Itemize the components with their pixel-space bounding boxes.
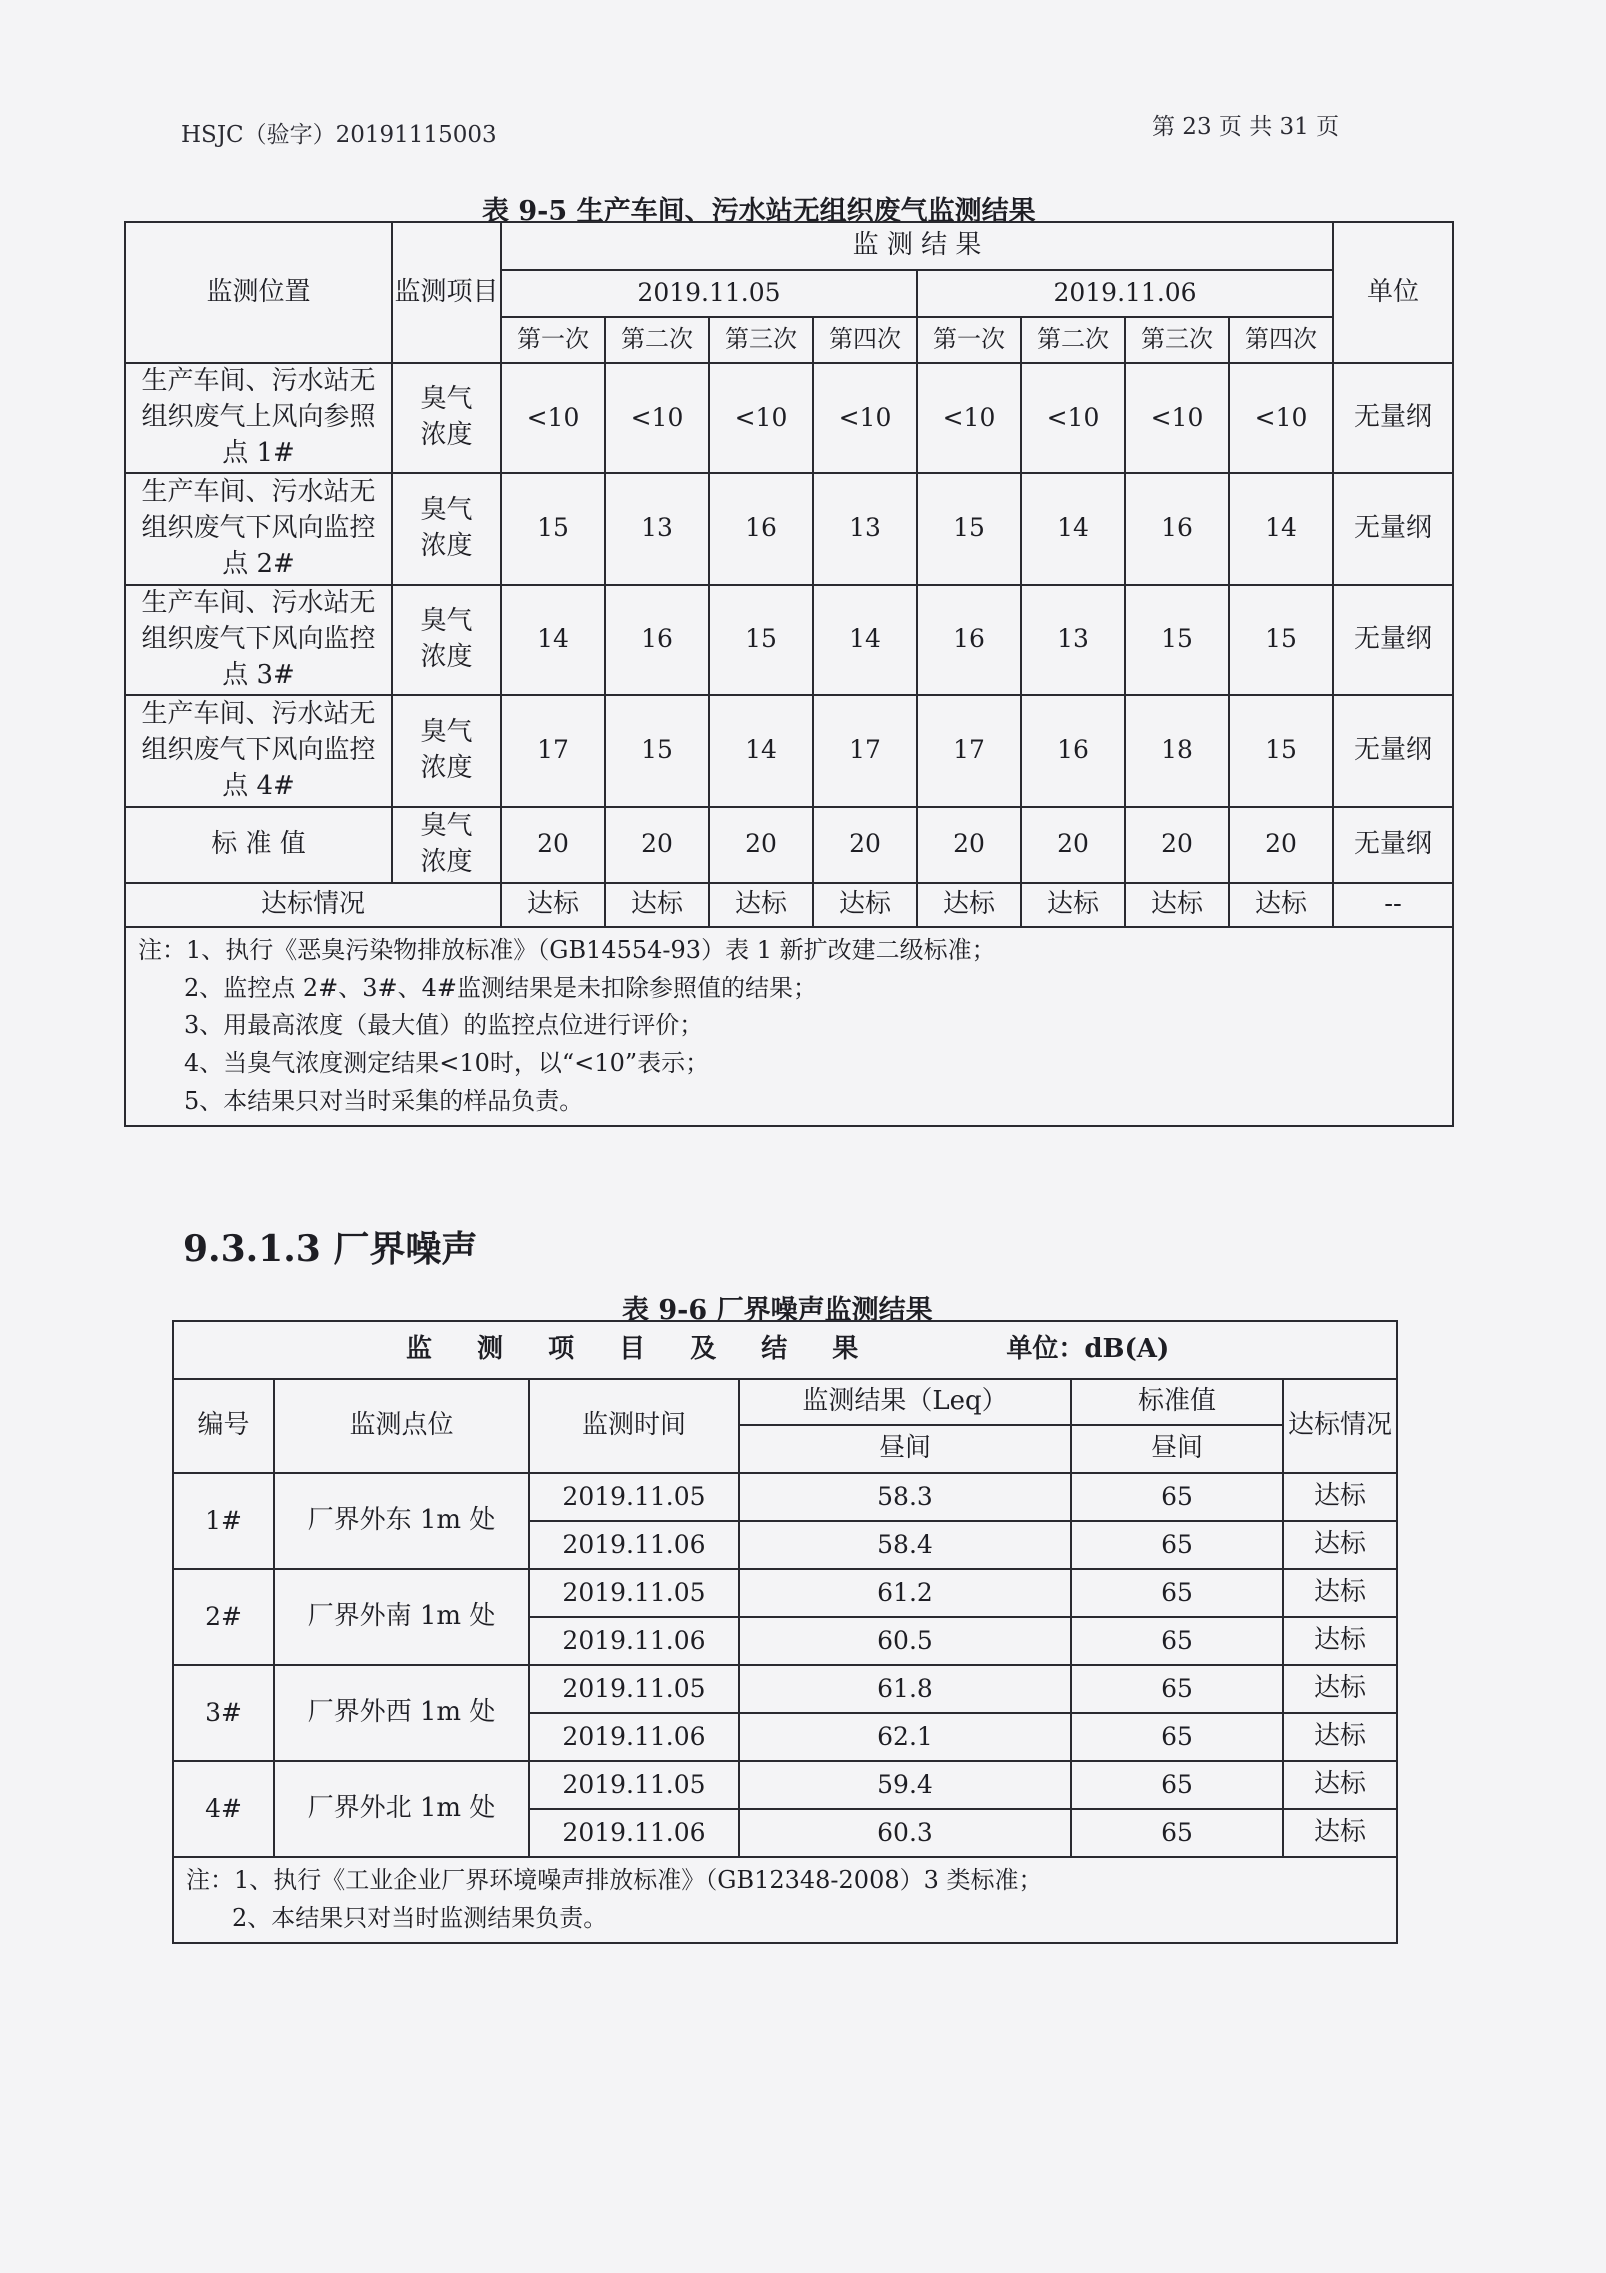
header-daytime: 昼间 — [1071, 1425, 1283, 1473]
status-cell: 达标 — [1283, 1521, 1397, 1569]
date-cell: 2019.11.05 — [529, 1473, 739, 1521]
item-cell: 臭气浓度 — [392, 695, 501, 807]
header-time: 第三次 — [709, 317, 813, 363]
odor-results-table — [124, 221, 1454, 1127]
header-point: 监测点位 — [274, 1379, 529, 1473]
table1-notes — [125, 927, 1453, 1127]
value-cell: 15 — [1125, 585, 1229, 695]
value-cell: 15 — [1229, 585, 1333, 695]
value-cell: <10 — [917, 363, 1021, 473]
point-name-cell: 厂界外西 1m 处 — [274, 1665, 529, 1761]
note-line: 3、用最高浓度（最大值）的监控点位进行评价； — [184, 1011, 704, 1040]
noise-results-table — [172, 1320, 1398, 1944]
date-cell: 2019.11.05 — [529, 1761, 739, 1809]
value-cell: 14 — [813, 585, 917, 695]
value-cell: <10 — [709, 363, 813, 473]
section-heading: 9.3.1.3 厂界噪声 — [183, 1228, 478, 1270]
value-cell: 15 — [605, 695, 709, 807]
standard-cell: 65 — [1071, 1569, 1283, 1617]
header-result: 监测结果（Leq） — [739, 1379, 1071, 1425]
location-cell: 生产车间、污水站无组织废气上风向参照点 1# — [125, 363, 392, 473]
header-time: 第一次 — [501, 317, 605, 363]
compliance-label: 达标情况 — [125, 883, 501, 927]
value-cell: 20 — [605, 807, 709, 883]
header-time: 监测时间 — [529, 1379, 739, 1473]
value-cell: 15 — [1229, 695, 1333, 807]
item-cell: 臭气浓度 — [392, 473, 501, 585]
location-cell: 生产车间、污水站无组织废气下风向监控点 3# — [125, 585, 392, 695]
value-cell: <10 — [605, 363, 709, 473]
header-results: 监 测 结 果 — [501, 222, 1333, 270]
unit-cell: 无量纲 — [1333, 807, 1453, 883]
value-cell: 17 — [501, 695, 605, 807]
point-name-cell: 厂界外南 1m 处 — [274, 1569, 529, 1665]
point-name-cell: 厂界外东 1m 处 — [274, 1473, 529, 1569]
value-cell: 13 — [813, 473, 917, 585]
result-cell: 58.3 — [739, 1473, 1071, 1521]
value-cell: 17 — [917, 695, 1021, 807]
header-daytime: 昼间 — [739, 1425, 1071, 1473]
page-number: 第 23 页 共 31 页 — [1152, 114, 1340, 140]
result-cell: 61.8 — [739, 1665, 1071, 1713]
table2-title-row — [173, 1321, 1397, 1379]
standard-cell: 65 — [1071, 1473, 1283, 1521]
status-cell: 达标 — [1283, 1809, 1397, 1857]
note-line: 4、当臭气浓度测定结果<10时，以“<10”表示； — [184, 1049, 710, 1078]
value-cell: 20 — [813, 807, 917, 883]
value-cell: 16 — [605, 585, 709, 695]
value-cell: 16 — [709, 473, 813, 585]
point-name-cell: 厂界外北 1m 处 — [274, 1761, 529, 1857]
unit-cell: 无量纲 — [1333, 585, 1453, 695]
value-cell: <10 — [1021, 363, 1125, 473]
note-line: 5、本结果只对当时采集的样品负责。 — [184, 1087, 584, 1116]
standard-cell: 65 — [1071, 1665, 1283, 1713]
value-cell: 15 — [501, 473, 605, 585]
value-cell: 14 — [1021, 473, 1125, 585]
point-no-cell: 1# — [173, 1473, 274, 1569]
status-cell: 达标 — [1283, 1665, 1397, 1713]
value-cell: 16 — [1021, 695, 1125, 807]
standard-cell: 65 — [1071, 1521, 1283, 1569]
value-cell: 13 — [605, 473, 709, 585]
date-cell: 2019.11.06 — [529, 1713, 739, 1761]
header-location: 监测位置 — [125, 222, 392, 363]
value-cell: 14 — [709, 695, 813, 807]
header-time: 第二次 — [605, 317, 709, 363]
standard-cell: 65 — [1071, 1713, 1283, 1761]
note-line: 注：1、执行《工业企业厂界环境噪声排放标准》（GB12348-2008）3 类标准； — [186, 1866, 1043, 1894]
table-row — [125, 473, 1453, 585]
value-cell: 14 — [501, 585, 605, 695]
table2-caption: 表 9-6 厂界噪声监测结果 — [622, 1295, 933, 1326]
value-cell: 13 — [1021, 585, 1125, 695]
value-cell: 17 — [813, 695, 917, 807]
table2-title: 监 测 项 目 及 结 果 — [406, 1334, 877, 1365]
header-time: 第二次 — [1021, 317, 1125, 363]
table2-notes — [173, 1857, 1397, 1943]
result-cell: 62.1 — [739, 1713, 1071, 1761]
location-cell: 生产车间、污水站无组织废气下风向监控点 4# — [125, 695, 392, 807]
header-time: 第四次 — [813, 317, 917, 363]
header-compliance: 达标情况 — [1283, 1379, 1397, 1473]
table-row — [125, 363, 1453, 473]
value-cell: <10 — [1125, 363, 1229, 473]
result-cell: 58.4 — [739, 1521, 1071, 1569]
point-no-cell: 4# — [173, 1761, 274, 1857]
table-row — [125, 585, 1453, 695]
table-row — [173, 1569, 1397, 1617]
date-cell: 2019.11.06 — [529, 1521, 739, 1569]
standard-cell: 65 — [1071, 1809, 1283, 1857]
value-cell: 20 — [917, 807, 1021, 883]
item-cell: 臭气浓度 — [392, 807, 501, 883]
date-cell: 2019.11.06 — [529, 1617, 739, 1665]
value-cell: 20 — [1125, 807, 1229, 883]
compliance-cell: 达标 — [917, 883, 1021, 927]
compliance-unit: -- — [1333, 883, 1453, 927]
header-item: 监测项目 — [392, 222, 501, 363]
item-cell: 臭气浓度 — [392, 363, 501, 473]
result-cell: 61.2 — [739, 1569, 1071, 1617]
document-number: HSJC（验字）20191115003 — [181, 122, 497, 148]
value-cell: 18 — [1125, 695, 1229, 807]
value-cell: <10 — [501, 363, 605, 473]
value-cell: 15 — [709, 585, 813, 695]
note-line: 注：1、执行《恶臭污染物排放标准》（GB14554-93）表 1 新扩改建二级标准； — [138, 935, 996, 964]
date-cell: 2019.11.05 — [529, 1665, 739, 1713]
unit-cell: 无量纲 — [1333, 363, 1453, 473]
unit-cell: 无量纲 — [1333, 695, 1453, 807]
compliance-cell: 达标 — [1021, 883, 1125, 927]
status-cell: 达标 — [1283, 1713, 1397, 1761]
compliance-cell: 达标 — [709, 883, 813, 927]
compliance-cell: 达标 — [1229, 883, 1333, 927]
status-cell: 达标 — [1283, 1617, 1397, 1665]
header-date-2: 2019.11.06 — [917, 270, 1333, 317]
value-cell: 14 — [1229, 473, 1333, 585]
value-cell: 20 — [709, 807, 813, 883]
value-cell: <10 — [813, 363, 917, 473]
header-no: 编号 — [173, 1379, 274, 1473]
standard-cell: 65 — [1071, 1761, 1283, 1809]
status-cell: 达标 — [1283, 1569, 1397, 1617]
status-cell: 达标 — [1283, 1761, 1397, 1809]
location-cell: 生产车间、污水站无组织废气下风向监控点 2# — [125, 473, 392, 585]
result-cell: 60.3 — [739, 1809, 1071, 1857]
value-cell: 15 — [917, 473, 1021, 585]
point-no-cell: 2# — [173, 1569, 274, 1665]
point-no-cell: 3# — [173, 1665, 274, 1761]
header-standard: 标准值 — [1071, 1379, 1283, 1425]
compliance-cell: 达标 — [501, 883, 605, 927]
header-time: 第四次 — [1229, 317, 1333, 363]
compliance-cell: 达标 — [605, 883, 709, 927]
header-unit: 单位 — [1333, 222, 1453, 363]
table1-caption: 表 9-5 生产车间、污水站无组织废气监测结果 — [482, 196, 1036, 227]
item-cell: 臭气浓度 — [392, 585, 501, 695]
note-line: 2、监控点 2#、3#、4#监测结果是未扣除参照值的结果； — [184, 973, 818, 1002]
result-cell: 60.5 — [739, 1617, 1071, 1665]
header-date-1: 2019.11.05 — [501, 270, 917, 317]
standard-cell: 65 — [1071, 1617, 1283, 1665]
header-time: 第一次 — [917, 317, 1021, 363]
value-cell: 16 — [917, 585, 1021, 695]
result-cell: 59.4 — [739, 1761, 1071, 1809]
value-cell: 16 — [1125, 473, 1229, 585]
table2-unit: 单位：dB(A) — [1006, 1334, 1170, 1365]
value-cell: 20 — [1229, 807, 1333, 883]
value-cell: <10 — [1229, 363, 1333, 473]
table-row — [125, 807, 1453, 883]
table-row — [125, 695, 1453, 807]
table-row — [173, 1761, 1397, 1809]
unit-cell: 无量纲 — [1333, 473, 1453, 585]
date-cell: 2019.11.05 — [529, 1569, 739, 1617]
compliance-cell: 达标 — [1125, 883, 1229, 927]
location-cell: 标 准 值 — [125, 807, 392, 883]
table-row — [173, 1665, 1397, 1713]
value-cell: 20 — [1021, 807, 1125, 883]
note-line: 2、本结果只对当时监测结果负责。 — [232, 1903, 608, 1932]
compliance-cell: 达标 — [813, 883, 917, 927]
table-row — [173, 1473, 1397, 1521]
header-time: 第三次 — [1125, 317, 1229, 363]
status-cell: 达标 — [1283, 1473, 1397, 1521]
date-cell: 2019.11.06 — [529, 1809, 739, 1857]
value-cell: 20 — [501, 807, 605, 883]
